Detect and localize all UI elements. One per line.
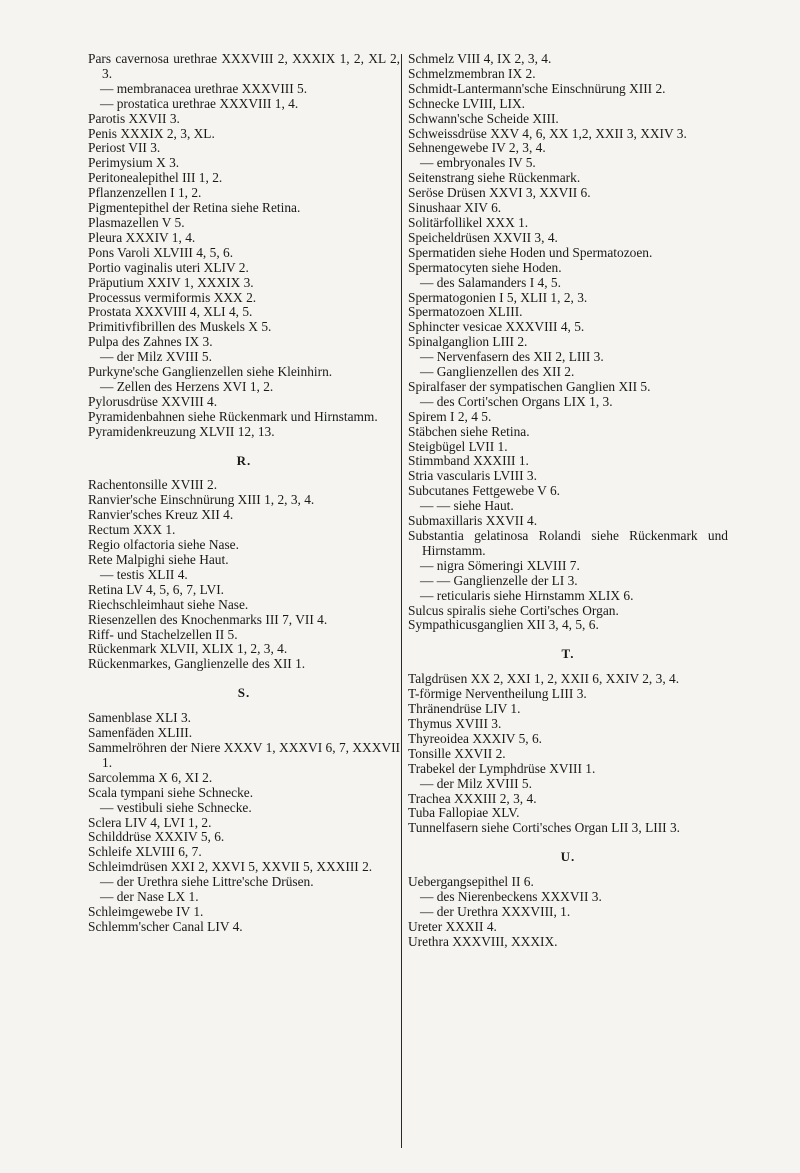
index-entry: Pflanzenzellen I 1, 2. — [88, 185, 202, 201]
index-subentry: — der Milz XVIII 5. — [420, 775, 532, 791]
index-subentry: — membranacea urethrae XXXVIII 5. — [100, 80, 308, 96]
index-entry: Seitenstrang siehe Rückenmark. — [408, 170, 581, 186]
index-column-right — [408, 52, 728, 950]
index-entry: Solitärfollikel XXX 1. — [408, 214, 529, 230]
column-divider — [401, 54, 402, 1148]
index-entry: Trabekel der Lymphdrüse XVIII 1. — [408, 760, 596, 776]
index-entry: Sarcolemma X 6, XI 2. — [88, 769, 213, 785]
index-entry: Rückenmark XLVII, XLIX 1, 2, 3, 4. — [88, 641, 288, 657]
index-column-left — [88, 52, 400, 935]
index-entry: Substantia gelatinosa Rolandi siehe Rückenmark und Hirnstamm. — [408, 528, 728, 558]
index-subentry: — embryonales IV 5. — [420, 155, 536, 171]
index-entry: Submaxillaris XXVII 4. — [408, 513, 538, 529]
index-entry: Schlemm'scher Canal LIV 4. — [88, 918, 243, 934]
index-subentry: — — siehe Haut. — [420, 498, 514, 514]
index-entry: Sehnengewebe IV 2, 3, 4. — [408, 140, 546, 156]
index-entry: Tonsille XXVII 2. — [408, 745, 506, 761]
index-entry: Primitivfibrillen des Muskels X 5. — [88, 319, 272, 335]
index-subentry: — Nervenfasern des XII 2, LIII 3. — [420, 349, 604, 365]
index-entry: Stäbchen siehe Retina. — [408, 423, 530, 439]
section-heading: U. — [560, 849, 576, 865]
index-entry: Scala tympani siehe Schnecke. — [88, 784, 254, 800]
index-entry: Samenfäden XLIII. — [88, 725, 193, 741]
index-entry: Trachea XXXIII 2, 3, 4. — [408, 790, 537, 806]
index-entry: Rachentonsille XVIII 2. — [88, 477, 218, 493]
index-entry: Subcutanes Fettgewebe V 6. — [408, 483, 560, 499]
index-entry: Ranvier'sche Einschnürung XIII 1, 2, 3, 4. — [88, 492, 315, 508]
index-entry: Tunnelfasern siehe Corti'sches Organ LII 3, LIII 3. — [408, 820, 681, 836]
index-entry: Schnecke LVIII, LIX. — [408, 95, 526, 111]
index-entry: Plasmazellen V 5. — [88, 214, 185, 230]
index-subentry: — Ganglienzellen des XII 2. — [420, 364, 575, 380]
index-entry: Spermatogonien I 5, XLII 1, 2, 3. — [408, 289, 588, 305]
index-entry: Präputium XXIV 1, XXXIX 3. — [88, 274, 254, 290]
index-subentry: — der Urethra siehe Littre'sche Drüsen. — [100, 874, 314, 890]
index-entry: Pyramidenkreuzung XLVII 12, 13. — [88, 423, 275, 439]
index-entry: Pleura XXXIV 1, 4. — [88, 229, 196, 245]
index-entry: Retina LV 4, 5, 6, 7, LVI. — [88, 581, 225, 597]
index-entry: Purkyne'sche Ganglienzellen siehe Kleinhirn. — [88, 364, 333, 380]
index-entry: Talgdrüsen XX 2, XXI 1, 2, XXII 6, XXIV 2, 3, 4. — [408, 671, 680, 687]
index-entry: Riff- und Stachelzellen II 5. — [88, 626, 238, 642]
index-entry: Pons Varoli XLVIII 4, 5, 6. — [88, 244, 234, 260]
index-subentry: — des Corti'schen Organs LIX 1, 3. — [420, 393, 613, 409]
index-entry: Schmelz VIII 4, IX 2, 3, 4. — [408, 51, 552, 66]
index-entry: Spermatocyten siehe Hoden. — [408, 259, 562, 275]
index-entry: Spirem I 2, 4 5. — [408, 408, 492, 424]
index-entry: Pulpa des Zahnes IX 3. — [88, 334, 213, 350]
section-heading: T. — [561, 646, 575, 662]
index-entry: Riechschleimhaut siehe Nase. — [88, 596, 249, 612]
index-entry: Schleimgewebe IV 1. — [88, 903, 204, 919]
index-entry: Tuba Fallopiae XLV. — [408, 805, 520, 821]
index-entry: Sympathicusganglien XII 3, 4, 5, 6. — [408, 617, 599, 633]
index-entry: Stria vascularis LVIII 3. — [408, 468, 537, 484]
index-entry: Seröse Drüsen XXVI 3, XXVII 6. — [408, 185, 591, 201]
index-entry: Schleimdrüsen XXI 2, XXVI 5, XXVII 5, XXXIII 2. — [88, 859, 373, 875]
index-subentry: — der Milz XVIII 5. — [100, 349, 212, 365]
index-entry: Schmelzmembran IX 2. — [408, 65, 536, 81]
index-subentry: — — Ganglienzelle der LI 3. — [420, 572, 578, 588]
index-entry: Rectum XXX 1. — [88, 522, 176, 538]
index-subentry: — der Urethra XXXVIII, 1. — [420, 903, 571, 919]
index-entry: Riesenzellen des Knochenmarks III 7, VII 4. — [88, 611, 328, 627]
index-subentry: — nigra Sömeringi XLVIII 7. — [420, 557, 580, 573]
index-entry: Perimysium X 3. — [88, 155, 180, 171]
index-entry: Rete Malpighi siehe Haut. — [88, 552, 229, 567]
index-entry: Spinalganglion LIII 2. — [408, 334, 528, 350]
index-entry: Schleife XLVIII 6, 7. — [88, 844, 202, 860]
index-entry: Schwann'sche Scheide XIII. — [408, 110, 559, 126]
index-entry: Penis XXXIX 2, 3, XL. — [88, 125, 215, 141]
index-entry: Sclera LIV 4, LVI 1, 2. — [88, 814, 212, 830]
index-entry: Portio vaginalis uteri XLIV 2. — [88, 259, 249, 275]
index-entry: Sphincter vesicae XXXVIII 4, 5. — [408, 319, 585, 335]
index-entry: Stimmband XXXIII 1. — [408, 453, 529, 469]
index-entry: Ureter XXXII 4. — [408, 918, 497, 934]
index-entry: Samenblase XLI 3. — [88, 710, 192, 726]
index-subentry: — prostatica urethrae XXXVIII 1, 4. — [100, 95, 299, 111]
index-subentry: — Zellen des Herzens XVI 1, 2. — [100, 378, 274, 394]
index-entry: Pigmentepithel der Retina siehe Retina. — [88, 200, 301, 216]
index-entry: Regio olfactoria siehe Nase. — [88, 537, 239, 553]
index-entry: Thymus XVIII 3. — [408, 715, 502, 731]
index-entry: Urethra XXXVIII, XXXIX. — [408, 933, 558, 949]
index-entry: Thyreoidea XXXIV 5, 6. — [408, 730, 542, 746]
index-entry: Sammelröhren der Niere XXXV 1, XXXVI 6, 7, XXXVII 1. — [88, 739, 400, 770]
index-entry: Sulcus spiralis siehe Corti'sches Organ. — [408, 602, 619, 618]
section-heading: R. — [236, 452, 252, 468]
index-entry: Thränendrüse LIV 1. — [408, 701, 521, 717]
index-entry: Processus vermiformis XXX 2. — [88, 289, 257, 305]
index-entry: Spermatiden siehe Hoden und Spermatozoen. — [408, 244, 653, 260]
index-subentry: — des Salamanders I 4, 5. — [420, 274, 561, 290]
index-entry: Peritonealepithel III 1, 2. — [88, 170, 223, 186]
index-subentry: — der Nase LX 1. — [100, 889, 199, 905]
index-entry: Sinushaar XIV 6. — [408, 200, 502, 216]
index-subentry: — des Nierenbeckens XXXVII 3. — [420, 889, 602, 905]
index-entry: T-förmige Nerventheilung LIII 3. — [408, 686, 587, 702]
index-entry: Spermatozoen XLIII. — [408, 304, 523, 320]
index-subentry: — testis XLII 4. — [100, 566, 188, 582]
index-entry: Schweissdrüse XXV 4, 6, XX 1,2, XXII 3, XXIV 3. — [408, 125, 687, 141]
index-entry: Pylorusdrüse XXVIII 4. — [88, 393, 218, 409]
index-entry: Parotis XXVII 3. — [88, 110, 180, 126]
index-entry: Spiralfaser der sympatischen Ganglien XII 5. — [408, 378, 651, 394]
index-entry: Rückenmarkes, Ganglienzelle des XII 1. — [88, 656, 306, 672]
index-entry: Schilddrüse XXXIV 5, 6. — [88, 829, 225, 845]
index-subentry: — reticularis siehe Hirnstamm XLIX 6. — [420, 587, 634, 603]
index-entry: Periost VII 3. — [88, 140, 161, 156]
index-entry: Speicheldrüsen XXVII 3, 4. — [408, 229, 558, 245]
index-entry: Pyramidenbahnen siehe Rückenmark und Hirnstamm. — [88, 408, 378, 424]
index-entry: Pars cavernosa urethrae XXXVIII 2, XXXIX 1, 2, XL 2, 3. — [88, 51, 400, 81]
index-subentry: — vestibuli siehe Schnecke. — [100, 799, 252, 815]
index-entry: Ranvier'sches Kreuz XII 4. — [88, 507, 234, 523]
section-heading: S. — [237, 685, 251, 701]
index-entry: Uebergangsepithel II 6. — [408, 874, 534, 890]
index-entry: Schmidt-Lantermann'sche Einschnürung XIII 2. — [408, 80, 666, 96]
index-entry: Steigbügel LVII 1. — [408, 438, 508, 454]
index-entry: Prostata XXXVIII 4, XLI 4, 5. — [88, 304, 253, 320]
